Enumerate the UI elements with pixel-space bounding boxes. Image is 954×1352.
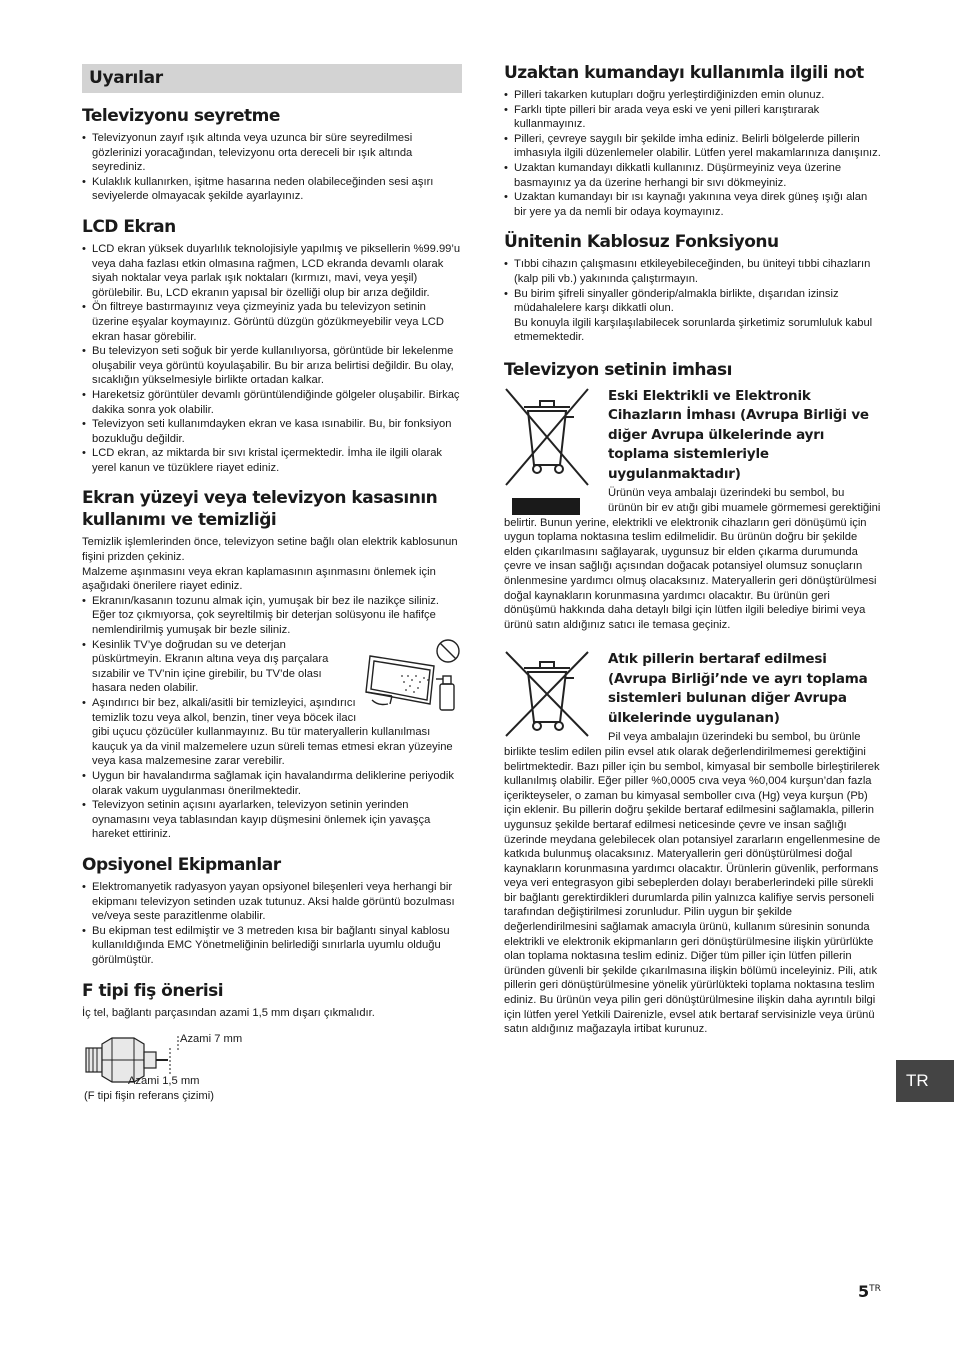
label-max-7mm: Azami 7 mm [180,1033,243,1046]
list-item: • Hareketsiz görüntüler devamlı görüntülendiğinde gölgeler oluşabilir. Birkaç dakika sonra yok olabilir. [82,388,462,417]
list-item-text: Kesinlik TV’ye doğrudan su ve deterjan püskürtmeyin. Ekranın altına veya dış parçalara sızabilir ve TV’nin içine girebilir, bu TV’de olası hasara neden olabilir. [92,638,329,695]
heading-lcd-screen: LCD Ekran [82,216,176,237]
heading-wireless-function: Ünitenin Kablosuz Fonksiyonu [504,232,779,253]
list-item: • Pilleri, çevreye saygılı bir şekilde imha ediniz. Belirli bölgelerde pillerin imhasıyla ilgili düzenlemeler olabilir. Lütfen yerel makamlarınıza danışınız. [504,132,882,161]
list-item: • Kulaklık kullanırken, işitme hasarına neden olabileceğinden sesi aşırı seviyelerde olmayacak şekilde ayarlayınız. [82,175,462,204]
list-item: • Ekranın/kasanın tozunu almak için, yumuşak bir bez ile nazikçe siliniz. Eğer toz çıkmıyorsa, çok seyreltilmiş bir deterjan solüsyonu ile hafifçe nemlendirilmiş yumuşak bir bezle siliniz. [82,594,462,638]
weee-block [504,387,882,632]
list-item: • Farklı tipte pilleri bir arada veya eski ve yeni pilleri karıştırarak kullanmayınız. [504,103,882,132]
list-tv-watching [82,131,462,204]
list-item [504,287,882,345]
heading-remote-control: Uzaktan kumandayı kullanımla ilgili not [504,63,864,83]
weee-text: Ürünün veya ambalajı üzerindeki bu sembol, bu ürünün bir ev atığı gibi muamele görmemesi gerektiğini belirtir. Bunun yerine, elektrikli ve elektronik cihazların geri dönüşümü için uygun toplama noktasına teslim edilmelidir. Bu ürünün doğru bir şekilde elden çıkarılmasını sağlayarak, uygunsuz bir elden çıkarma durumunda çevre ve insan sağlığı açısından doğacak potansiyel olumsuz sonuçların önlenmesine yardımcı olmuş olacaksınız. Materyallerin geri dönüştürülmesi doğal kaynakların korunmasına yardımcı olacaktır. Bu ürünün geri dönüşümü hakkında daha detaylı bilgi için lütfen ilgili belediye birimi veya ürünü satın aldığınız satıcı ile temasa geçiniz. [504,487,881,631]
list-optional-equipment [82,880,462,968]
list-wireless-function [504,257,882,345]
list-item: • Aşındırıcı bir bez, alkali/asitli bir temizleyici, aşındırıcı temizlik tozu veya alkol, benzin, tiner veya böcek ilacı gibi uçucu çözücüler kullanmayınız. Bu tür materyallerin kullanılması kauçuk ya da vinil malzemelere uzun süreli temas etmesi ekran yüzeyine veya kasa malzemesine zarar verebilir. [82,696,462,769]
list-item: • LCD ekran, az miktarda bir sıvı kristal içermektedir. İmha ile ilgili olarak yerel kanun ve tüzüklere riayet ediniz. [82,446,462,475]
list-item: • Tıbbi cihazın çalışmasını etkileyebileceğinden, bu üniteyi tıbbi cihazların (kalp pili vb.) yakınında çalıştırmayın. [504,257,882,286]
battery-title: Atık pillerin bertaraf edilmesi (Avrupa Birliği’nde ve ayrı toplama sistemleri bulunan diğer Avrupa ülkelerinde uygulanan) [608,651,868,726]
f-plug-text: İç tel, bağlantı parçasından azami 1,5 mm dışarı çıkmalıdır. [82,1006,375,1019]
list-item: • Uygun bir havalandırma sağlamak için havalandırma deliklerine periyodik olarak vakum uygulanması önerilmektedir. [82,769,462,798]
page-number [858,1282,881,1301]
list-item: • Televizyonun zayıf ışık altında veya uzunca bir süre seyredilmesi gözlerinizi yoracağından, televizyonu orta dereceli bir ışık altında seyrediniz. [82,131,462,175]
list-item: • LCD ekran yüksek duyarlılık teknolojisiyle yapılmış ve piksellerin %99.99’u veya daha fazlası etkin olmasına rağmen, LCD ekranda devamlı olarak siyah noktalar veya parlak ışık noktaları (kırmızı, mavi, veya yeşil) görülebilir. Bu, LCD ekranın yapısal bir özelliği olup bir arıza değildir. [82,242,462,300]
battery-text: Pil veya ambalajın üzerindeki bu sembol, bu ürünle birlikte teslim edilen pilin evsel atık olarak değerlendirilmemesi gerektiğini belirtmektedir. Bazı piller için bu sembol, kimyasal bir sembolle birleştirilerek kullanılmış olabilir. Eğer piller %0,0005 cıva veya %0,004 kurşun’dan fazla içerikteyseler, o zaman bu kimyasal semboller cıva (Hg) veya kurşun (Pb) için eklenir. Bu pillerin doğru şekilde bertaraf edilmesini sağlamakla, pillerin uygunsuz şekilde bertaraf edilmesi neticesinde çevre ve insan sağlığı üzerinde meydana gelebilecek olan potansiyel zararların engellenmesine de katkıda bulunmuş olacaksınız. Materyallerin geri dönüştürülmesi doğal kaynakların korunmasına yardımcı olacaktır. Ürünlerin güvenlik, performans veya veri entegrasyon gibi sebeplerden dolayı beraberlerindeki pille sürekli bir bağlantı gerektirdikleri durumlarda pilin yalnızca kalifiye servis personeli tarafından değiştirilmesi zorunludur. Pilin uygun bir şekilde değerlendirilmesini sağlamak amacıyla ürünü, kullanım süresinin sonunda elektrikli ve elektronik ekipmanların geri dönüştürülmesine ilişkin yürürlükte olan toplama noktasına teslim ediniz. Diğer tüm piller için lütfen pillerin üründen güvenli bir şekilde çıkarılmasına ilişkin bölümü inceleyiniz. Pili, atık pillerin geri dönüştürülmesine yönelik yürürlükteki toplama noktasına teslim ediniz. Bu ürünün veya pilin geri dönüştürülmesine ilişkin daha ayrıntılı bilgi için lütfen yerel Yetkili Dairenizle, evsel atık bertaraf servisinizle veya ürünü satın aldığınız mağazayla irtibat kurunuz. [504,731,881,1036]
list-item-with-illustration [82,638,462,696]
list-item: • Televizyon setinin açısını ayarlarken, televizyon setinin yerinden oynamasını veya tablasından kayıp düşmesini önlemek için yavaşça hareket ettiriniz. [82,798,462,842]
right-column [504,62,882,1037]
list-lcd-screen [82,242,462,476]
f-plug-diagram [82,1028,322,1120]
crossed-bin-icon [504,387,590,487]
battery-icon-box [504,650,590,743]
battery-block [504,650,882,1036]
list-item: • Bu ekipman test edilmiştir ve 3 metreden kısa bir bağlantı sinyal kablosu kullanıldığında EMC Yönetmeliğinin belirlediği sınırlarla uyumlu olduğu görülmüştür. [82,924,462,968]
list-item-extra-text: Bu konuyla ilgili karşılaşılabilecek sorunlarda şirketimiz sorumluluk kabul etmemektedir. [514,316,873,344]
list-item: • Bu televizyon seti soğuk bir yerde kullanılıyorsa, görüntüde bir lekelenme oluşabilir veya görüntü koyulaşabilir. Bu bir arıza belirtisi değildir. Bu olay, sıcaklığın yükselmesiyle birlikte ortadan kalkar. [82,344,462,388]
label-max-1-5mm: Azami 1,5 mm [128,1075,200,1088]
page-number-value: 5 [858,1282,870,1301]
section-banner-warnings: Uyarılar [82,64,462,93]
list-cleaning [82,594,462,842]
cleaning-intro: Temizlik işlemlerinden önce, televizyon setine bağlı olan elektrik kablosunun fişini prizden çekiniz. Malzeme aşınmasını veya ekran kaplamasının aşınmasını önlemek için aşağıdaki önerilere riayet ediniz. [82,536,458,593]
list-item: • Elektromanyetik radyasyon yayan opsiyonel bileşenleri veya herhangi bir ekipmanı televizyon setinden uzak tutunuz. Aksi halde görüntü bozulması ve/veya seste parazitlenme olabilir. [82,880,462,924]
heading-cleaning: Ekran yüzeyi veya televizyon kasasının kullanımı ve temizliği [82,488,438,531]
list-item: • Uzaktan kumandayı bir ısı kaynağı yakınına veya direk güneş ışığı alan bir yere ya da nemli bir odaya koymayınız. [504,190,882,219]
heading-tv-disposal: Televizyon setinin imhası [504,359,732,380]
heading-f-plug: F tipi fiş önerisi [82,980,224,1001]
list-item: • Pilleri takarken kutupları doğru yerleştirdiğinizden emin olunuz. [504,88,882,103]
list-remote-control [504,88,882,219]
list-item: • Televizyon seti kullanımdayken ekran ve kasa ısınabilir. Bu, bir fonksiyon bozukluğu değildir. [82,417,462,446]
f-plug-caption: (F tipi fişin referans çizimi) [84,1090,214,1103]
page-number-suffix: TR [869,1284,881,1294]
weee-icon-box [504,387,590,515]
left-column [82,62,462,1120]
list-item: • Ön filtreye bastırmayınız veya çizmeyiniz yada bu televizyon setinin üzerine eşyalar koymayınız. Görüntü düzgün gözükmeyebilir veya LCD ekran hasar görebilir. [82,300,462,344]
heading-optional-equipment: Opsiyonel Ekipmanlar [82,854,281,875]
language-tab: TR [896,1060,954,1102]
list-item: • Uzaktan kumandayı dikkatli kullanınız. Düşürmeyiniz veya üzerine basmayınız ya da üzerine herhangi bir sıvı dökmeyiniz. [504,161,882,190]
weee-title: Eski Elektrikli ve Elektronik Cihazların İmhası (Avrupa Birliği ve diğer Avrupa ülkelerinde ayrı toplama sistemleriyle uygulanmaktadır) [608,387,869,482]
list-item-text: Bu birim şifreli sinyaller gönderip/almakla birlikte, dışarıdan izinsiz müdahalelere karşı dikkatli olun. [514,287,839,315]
heading-tv-watching: Televizyonu seyretme [82,106,280,126]
weee-black-bar [512,498,580,515]
crossed-bin-icon [504,650,590,738]
